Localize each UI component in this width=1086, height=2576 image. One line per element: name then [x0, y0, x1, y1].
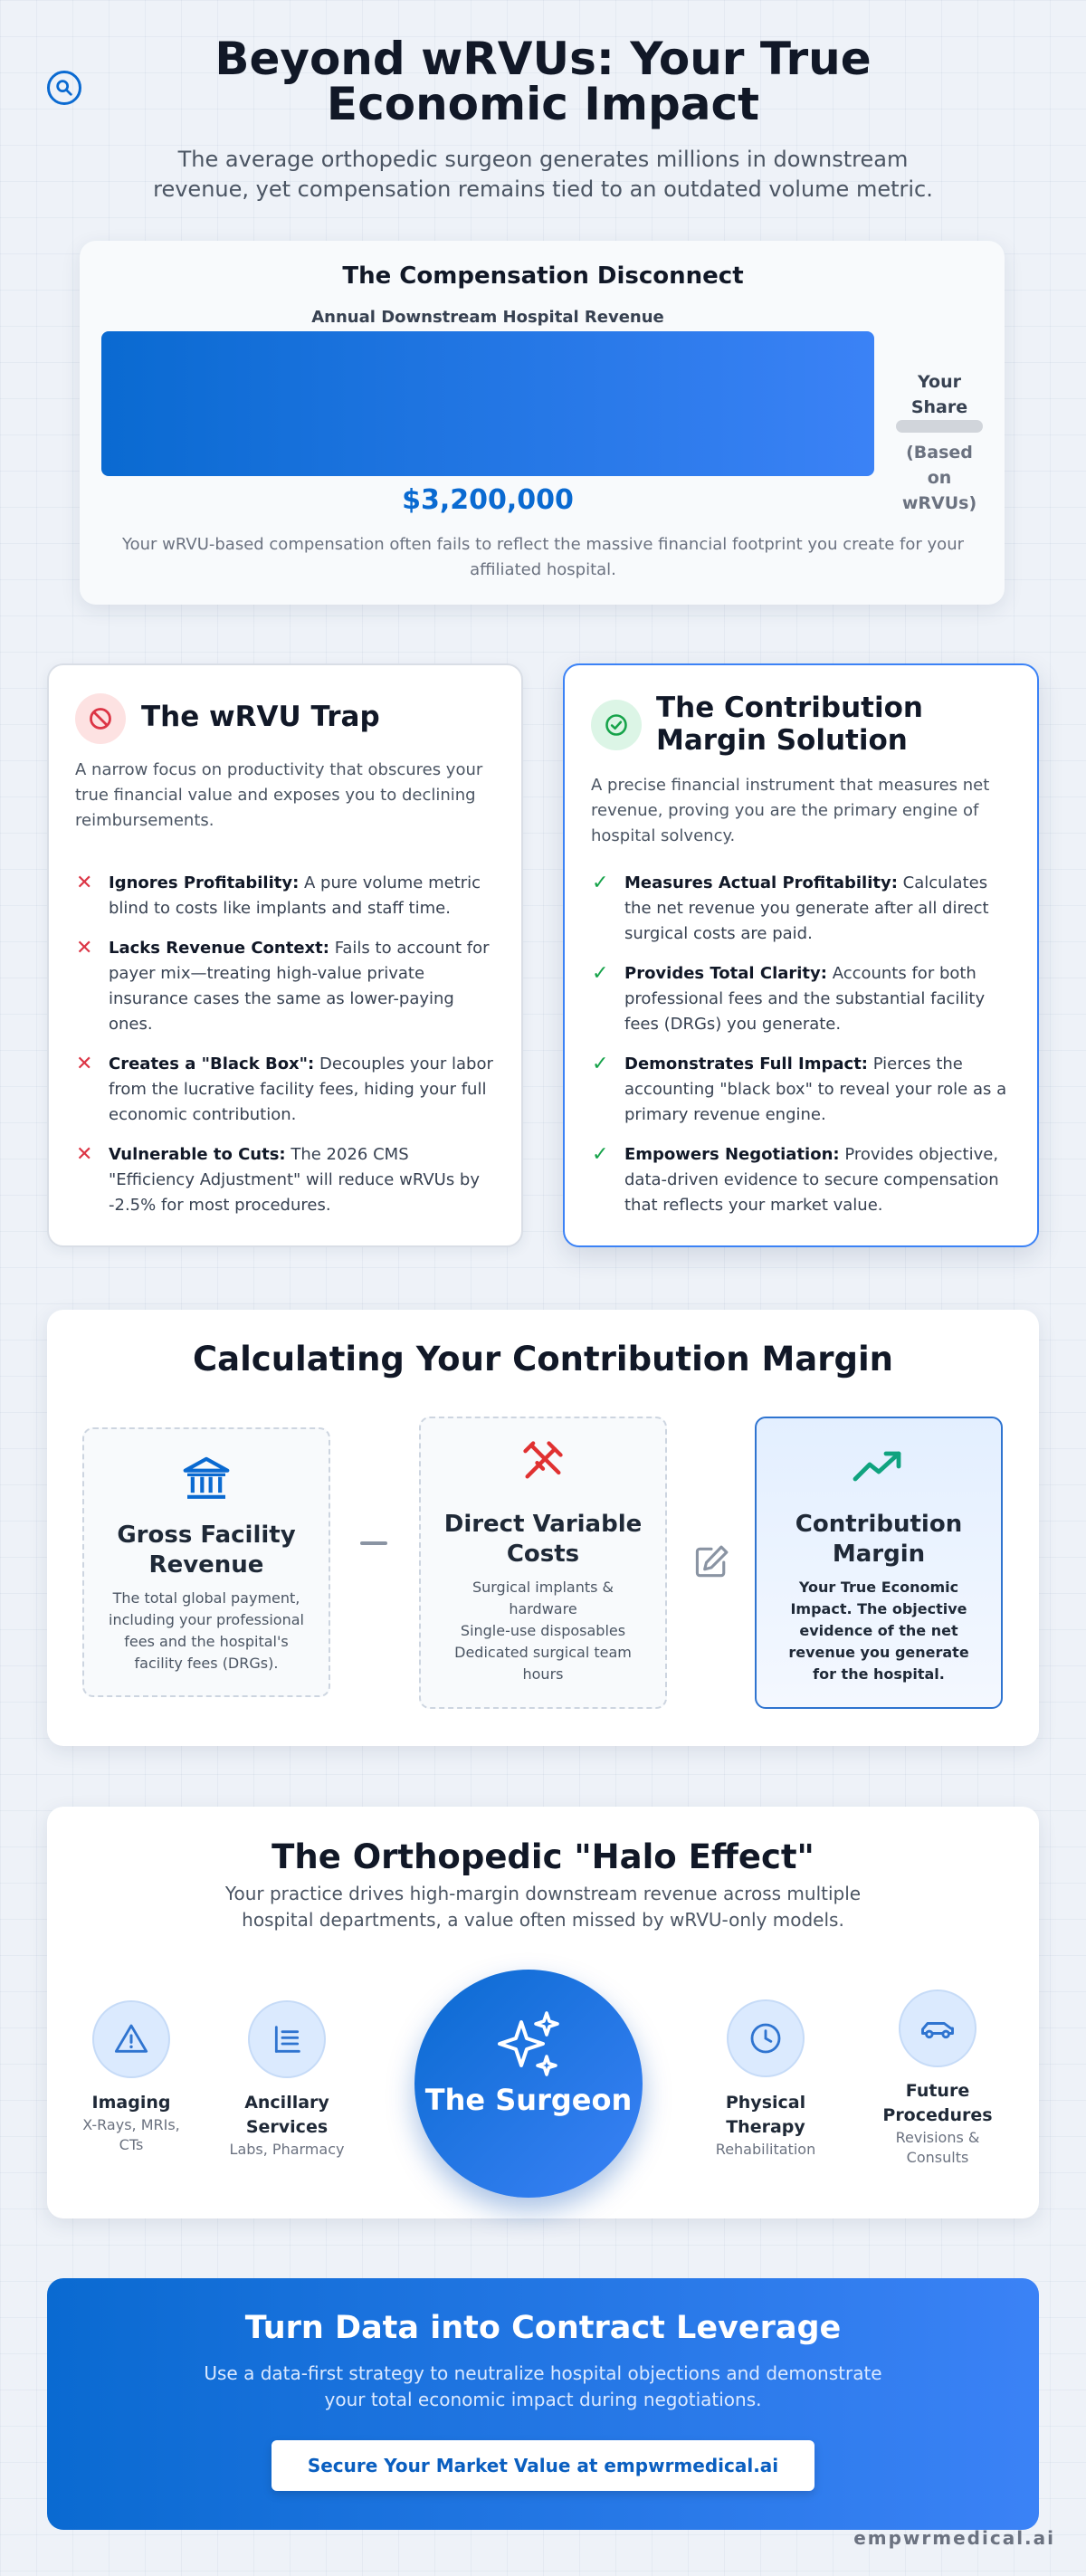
variable-costs-list	[437, 1577, 649, 1685]
disconnect-title: The Compensation Disconnect	[342, 262, 744, 290]
check-icon: ✓	[592, 872, 609, 894]
surgeon-label: The Surgeon	[424, 2083, 633, 2117]
x-icon: ✕	[76, 1143, 93, 1166]
gross-revenue-title: Gross Facility Revenue	[117, 1522, 296, 1579]
contribution-margin-title: Contribution Margin	[795, 1511, 963, 1568]
trap-list-item: Lacks Revenue Context: Fails to account for payer mix—treating high-value private insurance cases the same as lower-paying ones.	[109, 939, 490, 1034]
share-label: Your Share	[910, 372, 968, 417]
check-circle-icon	[591, 700, 642, 750]
pencil-icon	[691, 1542, 731, 1586]
check-icon: ✓	[592, 1143, 609, 1166]
solution-title: The Contribution Margin Solution	[656, 692, 923, 757]
check-icon: ✓	[592, 962, 609, 985]
halo-item-therapy: Physical Therapy	[725, 2093, 806, 2137]
sparkles-icon	[492, 2008, 565, 2084]
x-icon: ✕	[76, 872, 93, 894]
calc-title: Calculating Your Contribution Margin	[192, 1340, 893, 1379]
gross-revenue-desc: The total global payment, including your professional fees and the hospital's facility fees (DRGs).	[109, 1589, 304, 1672]
x-icon: ✕	[76, 1053, 93, 1075]
warning-icon	[92, 2000, 170, 2078]
revenue-bar	[101, 331, 874, 476]
page-subtitle: The average orthopedic surgeon generates millions in downstream revenue, yet compensation remains tied to an outdated volume metric.	[153, 147, 933, 202]
halo-item-therapy-desc: Rehabilitation	[715, 2141, 816, 2158]
ban-icon	[75, 693, 126, 744]
cta-title: Turn Data into Contract Leverage	[244, 2310, 842, 2346]
halo-subtitle: Your practice drives high-margin downstream revenue across multiple hospital departments, a value often missed by wRVU-only models.	[224, 1883, 862, 1931]
contribution-margin-desc: Your True Economic Impact. The objective evidence of the net revenue you generate for the hospital.	[788, 1579, 969, 1683]
solution-list-item: Provides Total Clarity: Accounts for both professional fees and the substantial facility fees (DRGs) you generate.	[624, 964, 986, 1034]
trap-title: The wRVU Trap	[141, 701, 380, 733]
trap-list-item: Creates a "Black Box": Decouples your labor from the lucrative facility fees, hiding your full economic contribution.	[109, 1054, 493, 1124]
clock-icon	[727, 1999, 805, 2077]
solution-list-item: Empowers Negotiation: Provides objective, data-driven evidence to secure compensation that reflects your market value.	[624, 1145, 999, 1215]
page-title: Beyond wRVUs: Your True Economic Impact	[214, 33, 872, 130]
crossed-tools-icon	[519, 1437, 567, 1488]
halo-item-imaging: Imaging	[91, 2093, 171, 2113]
trending-up-icon	[852, 1446, 906, 1490]
share-bar	[896, 420, 983, 433]
check-icon: ✓	[592, 1053, 609, 1075]
x-icon: ✕	[76, 937, 93, 959]
cost-line: Single-use disposables	[460, 1622, 626, 1639]
secure-market-value-button[interactable]: Secure Your Market Value at empwrmedical.ai	[272, 2440, 814, 2491]
logo-search-icon	[47, 71, 81, 105]
minus-operator	[360, 1541, 387, 1545]
solution-list-item: Demonstrates Full Impact: Pierces the accounting "black box" to reveal your role as a primary revenue engine.	[624, 1054, 1007, 1124]
halo-title: The Orthopedic "Halo Effect"	[272, 1837, 814, 1876]
revenue-bar-label: Annual Downstream Hospital Revenue	[311, 308, 664, 327]
trap-list-item: Vulnerable to Cuts: The 2026 CMS "Efficiency Adjustment" will reduce wRVUs by -2.5% for most procedures.	[109, 1145, 481, 1215]
variable-costs-title: Direct Variable Costs	[443, 1511, 643, 1568]
halo-item-future: Future Procedures	[882, 2081, 993, 2125]
cost-line: hardware	[509, 1600, 577, 1617]
solution-intro: A precise financial instrument that measures net revenue, proving you are the primary engine of hospital solvency.	[591, 776, 990, 845]
halo-item-ancillary-desc: Labs, Pharmacy	[229, 2141, 345, 2158]
share-note: (Based on wRVUs)	[901, 443, 977, 513]
halo-item-future-desc: Revisions & Consults	[895, 2129, 980, 2166]
trap-list-item: Ignores Profitability: A pure volume metric blind to costs like implants and staff time.	[109, 873, 481, 918]
footer-brand: empwrmedical.ai	[853, 2527, 1055, 2549]
revenue-value: $3,200,000	[402, 484, 574, 516]
list-icon	[248, 2000, 326, 2078]
cta-subtitle: Use a data-first strategy to neutralize hospital objections and demonstrate your total economic impact during negotiations.	[204, 2362, 882, 2410]
halo-item-ancillary: Ancillary Services	[244, 2093, 329, 2137]
cost-line: Surgical implants &	[472, 1579, 614, 1596]
trap-intro: A narrow focus on productivity that obscures your true financial value and exposes you to declining reimbursements.	[75, 760, 483, 830]
car-icon	[899, 1989, 976, 2067]
halo-item-imaging-desc: X-Rays, MRIs, CTs	[82, 2116, 180, 2153]
bank-icon	[181, 1454, 232, 1508]
disconnect-caption: Your wRVU-based compensation often fails to reflect the massive financial footprint you create for your affiliated hospital.	[121, 535, 964, 579]
solution-list-item: Measures Actual Profitability: Calculates the net revenue you generate after all direct surgical costs are paid.	[624, 873, 989, 943]
cost-line: hours	[522, 1665, 564, 1683]
cost-line: Dedicated surgical team	[454, 1644, 632, 1661]
